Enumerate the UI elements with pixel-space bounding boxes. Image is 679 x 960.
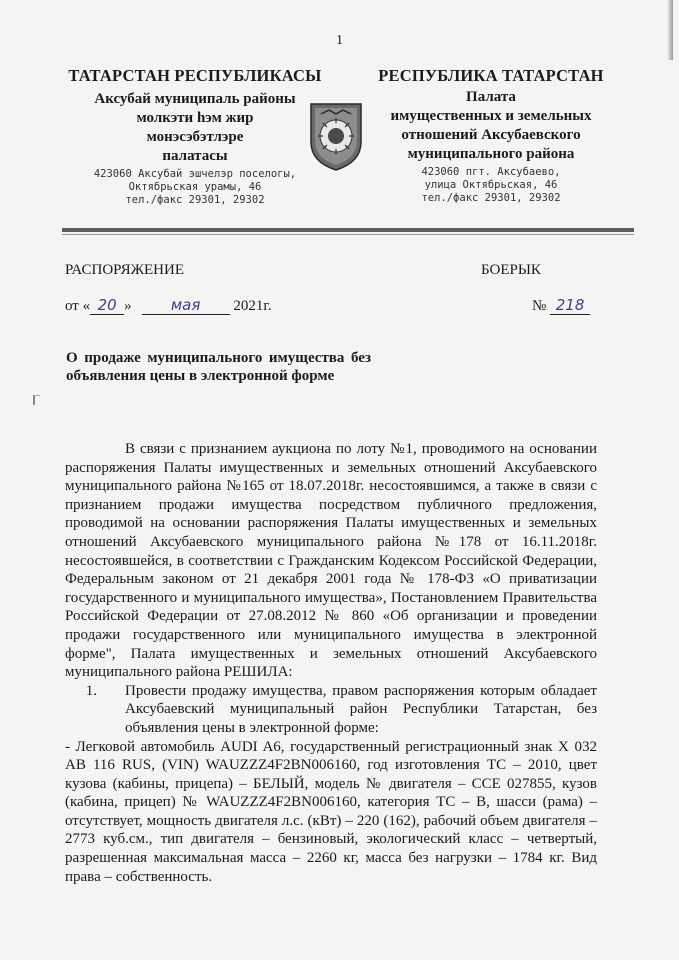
header-right-title: РЕСПУБЛИКА ТАТАРСТАН — [378, 66, 604, 85]
order-type-ru: РАСПОРЯЖЕНИЕ — [65, 262, 185, 278]
order-body — [65, 440, 597, 886]
org-line: палатасы — [162, 148, 228, 164]
date-day-suffix: » — [124, 298, 132, 314]
date-day-handwritten: 20 — [90, 296, 124, 315]
number-handwritten: 218 — [550, 296, 590, 315]
order-subject: О продаже муниципального имущества без объявления цены в электронной форме — [66, 350, 371, 384]
date-prefix: от « — [65, 298, 91, 314]
item-number: 1. — [85, 682, 97, 699]
addr-line: 423060 пгт. Аксубаево, — [421, 166, 561, 178]
addr-line: Октябрьская урамы, 46 — [128, 181, 262, 193]
header-left-title: ТАТАРСТАН РЕСПУБЛИКАСЫ — [68, 66, 322, 85]
header-right-russian — [350, 66, 632, 205]
addr-line: 423060 Аксубай эшчелэр поселогы, — [93, 168, 297, 180]
org-line: молкэти hэм жир — [136, 110, 254, 126]
vehicle-description: - Легковой автомобиль AUDI A6, государственный регистрационный знак Х 032 АВ 116 RUS, (VIN) WAUZZZ4F2BN006160, год изготовления ТС – 2010, цвет кузова (кабины, прицепа) – БЕЛЫЙ, модель № двигателя – CCE 027855, кузов (кабина, прицеп) № WAUZZZ4F2BN006160, категория ТС – В, шасси (рама) – отсутствует, мощность двигателя л.с. (кВт) – 220 (162), рабочий объем двигателя – 2773 куб.см., тип двигателя – бензиновый, экологический класс – четвертый, разрешенная максимальная масса – 2260 кг, масса без нагрузки – 1784 кг. Вид права – собственность. — [65, 738, 597, 885]
org-line: монэсэбэтлэре — [146, 129, 244, 145]
preamble-paragraph: В связи с признанием аукциона по лоту №1, проводимого на основании распоряжения Палаты имущественных и земельных отношений Аксубаевского муниципального района №165 от 18.07.2018г. несостоявшимся, а также в связи с признанием продажи имущества посредством публичного предложения, проводимой на основании распоряжения Палаты имущественных и земельных отношений Аксубаевского муниципального района №178 от 16.11.2018г. несостоявшейся, в соответствии с Гражданским Кодексом Российской Федерации, Федеральным законом от 21 декабря 2001 года № 178-ФЗ «О приватизации государственного и муниципального имущества», Постановлением Правительства Российской Федерации от 27.08.2012 № 860 «Об организации и проведении продажи государственного или муниципального имущества в электронной форме", Палата имущественных и земельных отношений Аксубаевского муниципального района РЕШИЛА: — [65, 441, 597, 681]
page-number: 1 — [336, 33, 343, 48]
org-line: Аксубай муниципаль районы — [94, 91, 296, 107]
org-line: муниципального района — [407, 146, 575, 162]
addr-line: тел./факс 29301, 29302 — [421, 192, 561, 204]
item-text: Провести продажу имущества, правом распоряжения которым обладает Аксубаевский муниципальный район Республики Татарстан, без объявления цены в электронной форме: — [125, 682, 597, 736]
addr-line: тел./факс 29301, 29302 — [125, 194, 265, 206]
staple-mark — [33, 395, 40, 405]
org-line: Палата — [466, 89, 516, 105]
order-date — [65, 296, 272, 315]
order-type-tt: БОЕРЫК — [481, 262, 541, 278]
scan-edge — [667, 0, 673, 60]
addr-line: улица Октябрьская, 46 — [424, 179, 558, 191]
header-divider-thick — [62, 228, 634, 232]
header-right-address — [350, 166, 632, 205]
header-left-address — [60, 168, 330, 207]
header-left-org — [60, 90, 330, 166]
number-prefix: № — [532, 298, 547, 314]
header-right-org — [350, 88, 632, 164]
header-divider-thin — [62, 234, 634, 235]
org-line: имущественных и земельных — [390, 108, 592, 124]
date-month-handwritten: мая — [142, 296, 230, 315]
order-number — [532, 296, 590, 315]
date-year: 2021г. — [233, 298, 272, 314]
org-line: отношений Аксубаевского — [401, 127, 581, 143]
header-left-tatar — [60, 66, 330, 207]
list-item — [65, 682, 597, 738]
